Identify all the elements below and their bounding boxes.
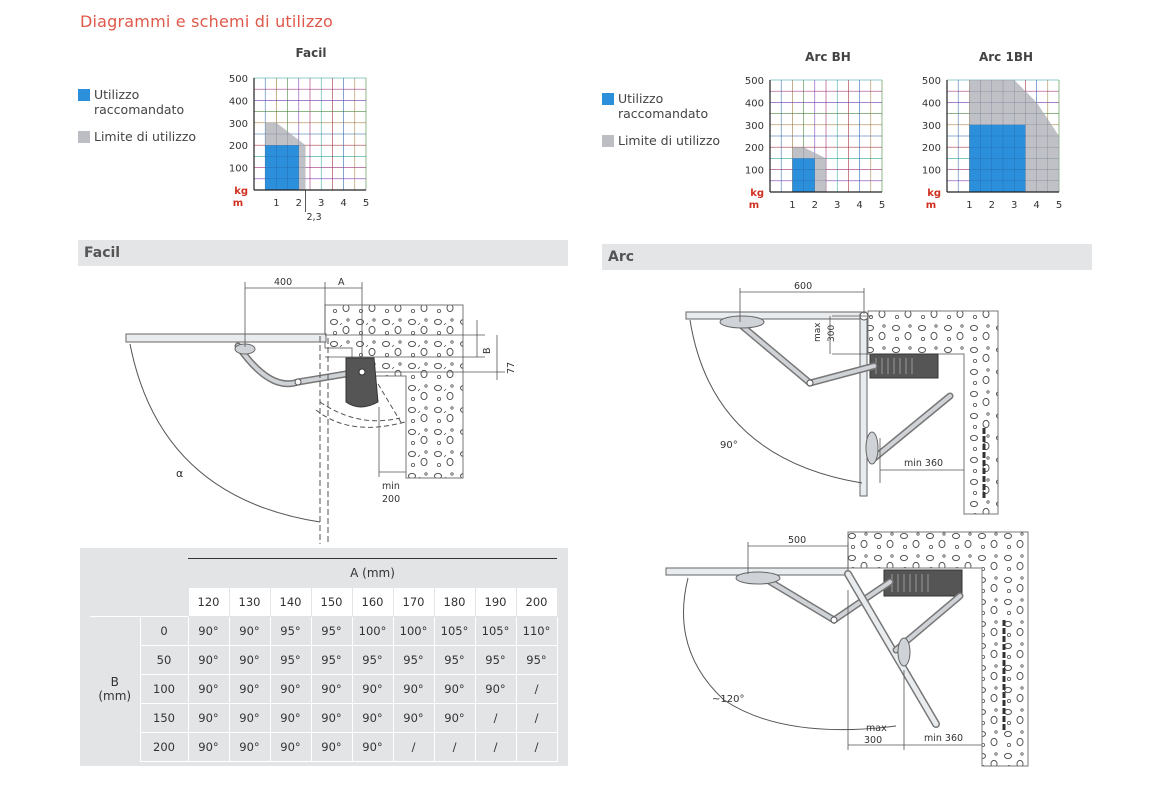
gate-leaf [686,312,866,319]
y-tick-label: 300 [744,120,764,132]
y-tick-label: 200 [921,143,941,155]
dimension-min-360: min 360 [924,733,964,744]
legend-arc [602,91,742,160]
y-tick-label: 300 [228,118,248,130]
angle-alpha: α [176,467,184,480]
table-cell: 90° [229,704,270,733]
table-cell: / [516,704,557,733]
x-tick-label: 3 [1011,200,1018,211]
table-b-header-letter: B [110,675,119,690]
table-column-header: 170 [393,588,434,617]
table-cell: 90° [311,704,352,733]
table-cell: 95° [393,646,434,675]
table-b-header [90,617,140,762]
table-cell: 90° [188,733,229,762]
y-tick-label: 500 [921,76,941,87]
y-tick-label: 400 [744,98,764,110]
table-cell: 90° [229,646,270,675]
table-row [90,646,557,675]
x-tick-label: 1 [273,198,280,209]
table-cell: / [434,733,475,762]
legend-label-recommended: Utilizzo raccomandato [618,91,709,121]
table-column-header: 130 [229,588,270,617]
y-tick-label: 500 [744,76,764,87]
table-column-header: 150 [311,588,352,617]
table-cell: 95° [270,617,311,646]
table-cell: 90° [393,704,434,733]
limit-swatch [78,131,90,143]
x-tick-label: 4 [1033,200,1040,211]
table-column-header: 180 [434,588,475,617]
table-column-header: 160 [352,588,393,617]
x-tick-label: 2 [295,198,302,209]
legend-item-recommended [602,91,742,121]
x-tick-label: 1 [966,200,973,211]
table-cell: 90° [229,675,270,704]
table-row-header: 0 [140,617,188,646]
table-cell: 90° [188,704,229,733]
chart-facil [222,70,382,230]
y-tick-label: 200 [228,141,248,153]
x-tick-label: 3 [834,200,841,211]
table-cell: 105° [475,617,516,646]
y-axis-unit: kg [750,188,764,199]
table-row [90,617,557,646]
y-tick-label: 100 [921,165,941,177]
arc-installation-drawing-90 [682,278,1022,522]
table-cell: 90° [311,733,352,762]
table-cell: 105° [434,617,475,646]
y-tick-label: 500 [228,74,248,85]
table-corner [90,588,140,617]
table-cell: 90° [270,675,311,704]
table-cell: 90° [352,733,393,762]
recommended-swatch [602,93,614,105]
table-cell: 90° [270,704,311,733]
table-cell: 95° [270,646,311,675]
dimension-min-value: 200 [382,494,401,505]
table-column-header: 190 [475,588,516,617]
table-row [90,675,557,704]
dimension-max-label: max [813,322,823,342]
table-cell: 95° [475,646,516,675]
x-axis-unit: m [232,198,244,209]
angle-label-120: ~120° [712,694,745,705]
extra-tick-label: 2,3 [306,212,322,223]
table-row-header: 50 [140,646,188,675]
legend-facil [78,87,218,156]
chart-title-facil: Facil [295,46,327,60]
dimension-b: B [482,347,493,354]
table-cell: 90° [352,675,393,704]
table-cell: 90° [188,646,229,675]
opening-angle-table [80,548,568,766]
table-cell: 90° [434,675,475,704]
table-column-header: 120 [188,588,229,617]
x-tick-label: 5 [878,200,886,211]
table-row [90,704,557,733]
y-tick-label: 400 [228,96,248,108]
table-corner [140,559,188,588]
motor [870,354,938,378]
table-cell: 95° [311,646,352,675]
table-cell: 90° [188,617,229,646]
table-column-header: 140 [270,588,311,617]
angle-table-grid [90,558,558,762]
y-tick-label: 400 [921,98,941,110]
table-row [90,733,557,762]
x-tick-label: 4 [340,198,347,209]
x-tick-label: 2 [988,200,995,211]
table-cell: 95° [311,617,352,646]
y-tick-label: 200 [744,143,764,155]
table-cell: 95° [516,646,557,675]
limit-swatch [602,135,614,147]
y-tick-label: 100 [228,163,248,175]
legend-item-limit [602,133,742,148]
dimension-77: 77 [506,361,517,374]
legend-label-recommended: Utilizzo raccomandato [94,87,185,117]
x-tick-label: 3 [318,198,325,209]
table-cell: 90° [229,733,270,762]
angle-label-90: 90° [720,440,738,451]
x-tick-label: 2 [811,200,818,211]
dimension-min-label: min [382,481,400,492]
x-tick-label: 5 [362,198,370,209]
y-tick-label: 100 [744,165,764,177]
table-column-header-row [90,588,557,617]
table-corner [140,588,188,617]
dimension-max-value: 300 [827,324,837,342]
x-tick-label: 1 [789,200,796,211]
y-axis-unit: kg [234,186,248,197]
table-row-header: 200 [140,733,188,762]
page-title: Diagrammi e schemi di utilizzo [80,12,333,31]
table-cell: 90° [393,675,434,704]
section-bar-arc: Arc [602,244,1092,270]
table-cell: / [516,733,557,762]
chart-title-arc-1bh: Arc 1BH [978,50,1034,64]
legend-item-recommended [78,87,218,117]
table-cell: / [475,704,516,733]
table-cell: 90° [311,675,352,704]
motor [884,570,962,596]
section-bar-facil: Facil [78,240,568,266]
chart-arc-1bh [915,74,1075,219]
legend-label-limit: Limite di utilizzo [94,129,197,144]
y-axis-unit: kg [927,188,941,199]
table-row-header: 100 [140,675,188,704]
legend-label-limit: Limite di utilizzo [618,133,721,148]
table-a-header: A (mm) [188,559,557,588]
arc-installation-drawing-120 [664,530,1036,770]
table-cell: 90° [475,675,516,704]
table-cell: 90° [434,704,475,733]
y-tick-label: 300 [921,120,941,132]
table-corner [90,559,140,588]
table-cell: 90° [229,617,270,646]
table-column-header: 200 [516,588,557,617]
x-axis-unit: m [925,200,937,211]
table-cell: / [516,675,557,704]
gate-leaf [126,334,326,342]
table-row-header: 150 [140,704,188,733]
dimension-max-value: 300 [864,735,883,746]
table-cell: 90° [188,675,229,704]
dimension-a: A [338,277,345,288]
table-cell: 100° [393,617,434,646]
legend-item-limit [78,129,218,144]
chart-title-arc-bh: Arc BH [805,50,851,64]
dimension-min-360: min 360 [904,458,944,469]
table-cell: 110° [516,617,557,646]
facil-installation-drawing [120,272,540,544]
table-cell: 95° [352,646,393,675]
dimension-400: 400 [274,277,293,288]
table-b-header-unit: (mm) [98,689,132,704]
x-tick-label: 4 [856,200,863,211]
dimension-500: 500 [788,535,807,546]
table-cell: 95° [434,646,475,675]
chart-arc-bh [738,74,898,219]
x-tick-label: 5 [1055,200,1063,211]
x-axis-unit: m [748,200,760,211]
recommended-swatch [78,89,90,101]
table-cell: 90° [270,733,311,762]
table-cell: 90° [352,704,393,733]
table-cell: / [475,733,516,762]
dimension-max-label: max [866,723,887,734]
table-cell: 100° [352,617,393,646]
dimension-600: 600 [794,281,813,292]
table-cell: / [393,733,434,762]
